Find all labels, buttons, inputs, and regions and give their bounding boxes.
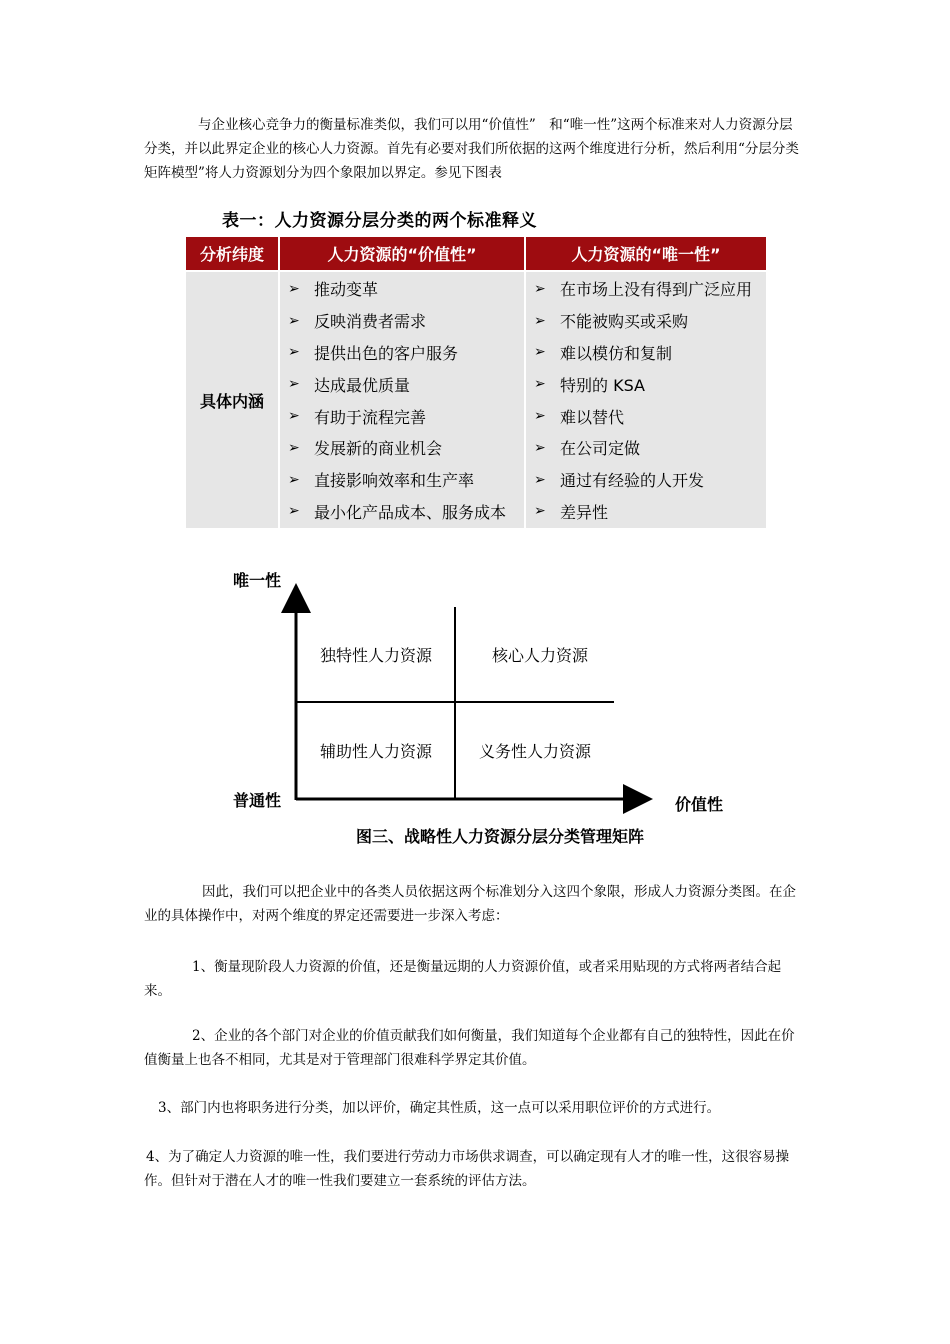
list-item-text: 推动变革 xyxy=(314,280,379,300)
arrow-bullet-icon: ➢ xyxy=(288,503,300,520)
arrow-bullet-icon: ➢ xyxy=(534,471,546,488)
list-item xyxy=(280,496,524,528)
table-body-row xyxy=(186,270,766,528)
origin-label: 普通性 xyxy=(233,791,282,810)
arrow-bullet-icon: ➢ xyxy=(288,439,300,456)
list-item-text: 反映消费者需求 xyxy=(314,312,427,332)
header-dimension: 分析纬度 xyxy=(186,237,278,270)
list-item xyxy=(526,368,766,400)
y-axis-label: 唯一性 xyxy=(233,571,282,590)
list-item xyxy=(526,464,766,496)
list-item-text: 提供出色的客户服务 xyxy=(314,343,459,363)
criteria-table xyxy=(186,237,766,528)
list-item xyxy=(526,400,766,432)
arrow-bullet-icon: ➢ xyxy=(288,312,300,329)
arrow-bullet-icon: ➢ xyxy=(534,344,546,361)
quadrant-bottom-left: 辅助性人力资源 xyxy=(319,742,433,761)
list-item xyxy=(526,273,766,305)
value-list xyxy=(280,272,524,527)
list-item-text: 直接影响效率和生产率 xyxy=(314,471,475,491)
uniqueness-cell xyxy=(524,270,766,528)
uniqueness-list xyxy=(526,272,766,527)
row-label: 具体内涵 xyxy=(186,270,278,528)
intro-paragraph: 与企业核心竞争力的衡量标准类似，我们可以用“价值性” 和“唯一性”这两个标准来对人力资源分层分类，并以此界定企业的核心人力资源。首先有必要对我们所依据的这两个维度进行分析，然后利用“分层分类矩阵模型”将人力资源划分为四个象限加以界定。参见下图表 xyxy=(144,117,799,181)
list-item-text: 差异性 xyxy=(560,502,609,522)
point-1: 1、衡量现阶段人力资源的价值，还是衡量远期的人力资源价值，或者采用贴现的方式将两者结合起来。 xyxy=(144,959,782,999)
header-uniqueness: 人力资源的“唯一性” xyxy=(524,237,766,270)
quadrant-top-left: 独特性人力资源 xyxy=(319,646,433,665)
list-item-text: 发展新的商业机会 xyxy=(314,439,443,459)
list-item-text: 达成最优质量 xyxy=(314,375,411,395)
list-item xyxy=(280,337,524,369)
table-title: 表一：人力资源分层分类的两个标准释义 xyxy=(222,211,537,231)
list-item xyxy=(526,432,766,464)
list-item xyxy=(280,368,524,400)
quadrant-top-right: 核心人力资源 xyxy=(491,646,589,665)
arrow-bullet-icon: ➢ xyxy=(534,312,546,329)
arrow-bullet-icon: ➢ xyxy=(534,376,546,393)
arrow-bullet-icon: ➢ xyxy=(288,280,300,297)
point-3: 3、部门内也将职务进行分类，加以评价，确定其性质，这一点可以采用职位评价的方式进行。 xyxy=(158,1100,721,1116)
table-header-row xyxy=(186,237,766,270)
point-2: 2、企业的各个部门对企业的价值贡献我们如何衡量，我们知道每个企业都有自己的独特性，因此在价值衡量上也各不相同，尤其是对于管理部门很难科学界定其价值。 xyxy=(144,1028,795,1068)
list-item xyxy=(526,305,766,337)
list-item xyxy=(280,305,524,337)
list-item-text: 特别的 KSA xyxy=(560,375,645,395)
arrow-bullet-icon: ➢ xyxy=(534,280,546,297)
arrow-bullet-icon: ➢ xyxy=(534,503,546,520)
list-item xyxy=(280,273,524,305)
list-item xyxy=(280,432,524,464)
arrow-bullet-icon: ➢ xyxy=(534,439,546,456)
list-item xyxy=(526,337,766,369)
list-item-text: 难以模仿和复制 xyxy=(560,343,673,363)
arrow-bullet-icon: ➢ xyxy=(288,471,300,488)
list-item xyxy=(280,464,524,496)
list-item-text: 难以替代 xyxy=(560,407,625,427)
arrow-bullet-icon: ➢ xyxy=(288,344,300,361)
list-item-text: 通过有经验的人开发 xyxy=(560,471,705,491)
arrow-bullet-icon: ➢ xyxy=(534,408,546,425)
value-cell xyxy=(278,270,524,528)
arrow-bullet-icon: ➢ xyxy=(288,408,300,425)
list-item-text: 在公司定做 xyxy=(560,439,641,459)
x-axis-label: 价值性 xyxy=(675,795,724,814)
matrix-caption: 图三、战略性人力资源分层分类管理矩阵 xyxy=(355,827,645,846)
arrow-bullet-icon: ➢ xyxy=(288,376,300,393)
therefore-paragraph: 因此，我们可以把企业中的各类人员依据这两个标准划分入这四个象限，形成人力资源分类图。在企业的具体操作中，对两个维度的界定还需要进一步深入考虑： xyxy=(144,884,796,924)
point-4: 4、为了确定人力资源的唯一性，我们要进行劳动力市场供求调查，可以确定现有人才的唯一性，这很容易操作。但针对于潜在人才的唯一性我们要建立一套系统的评估方法。 xyxy=(144,1149,790,1189)
list-item-text: 在市场上没有得到广泛应用 xyxy=(560,280,753,300)
list-item-text: 最小化产品成本、服务成本 xyxy=(314,502,507,522)
list-item-text: 不能被购买或采购 xyxy=(560,312,689,332)
list-item-text: 有助于流程完善 xyxy=(314,407,427,427)
list-item xyxy=(526,496,766,528)
list-item xyxy=(280,400,524,432)
quadrant-bottom-right: 义务性人力资源 xyxy=(478,742,592,761)
header-value: 人力资源的“价值性” xyxy=(278,237,524,270)
